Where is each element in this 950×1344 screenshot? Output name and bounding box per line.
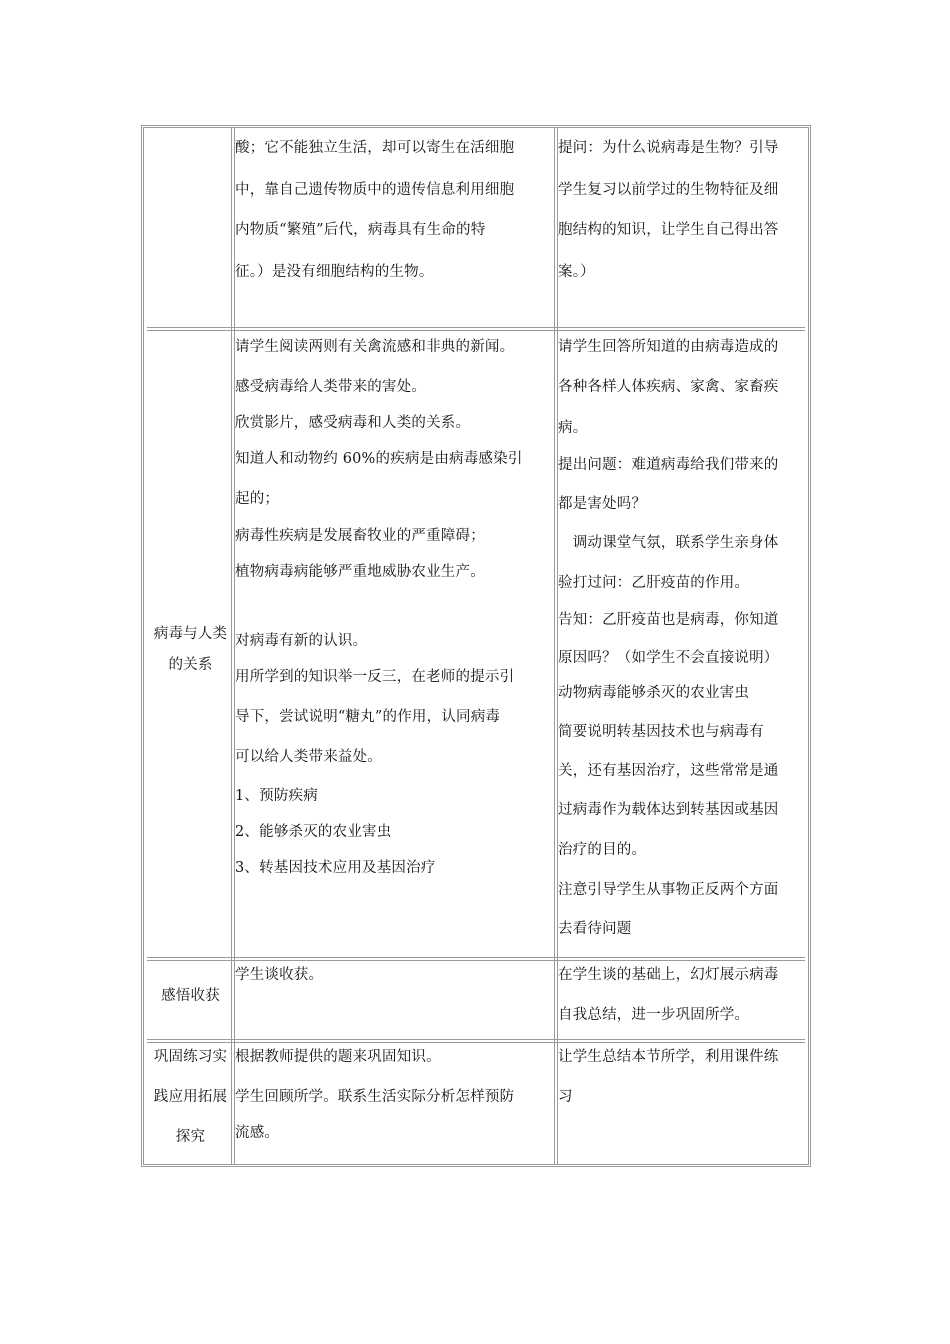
text-line: 提出问题：难道病毒给我们带来的	[558, 457, 779, 473]
text-line: 病。	[558, 420, 588, 436]
label-cell	[148, 331, 233, 957]
label-cell	[148, 961, 233, 1039]
text-line: 1、预防疾病	[235, 788, 318, 804]
text-line: 病毒性疾病是发展畜牧业的严重障碍；	[235, 528, 485, 544]
text-line: 提问：为什么说病毒是生物？引导	[558, 140, 779, 156]
text-line: 案。）	[558, 264, 595, 280]
text-line: 治疗的目的。	[558, 842, 647, 858]
table-row-practice	[144, 1043, 808, 1164]
student-activity-cell	[235, 1043, 556, 1164]
text-line: 起的；	[235, 491, 280, 507]
text-line: 自我总结，进一步巩固所学。	[558, 1007, 750, 1023]
text-line: 告知：乙肝疫苗也是病毒，你知道	[558, 612, 779, 628]
text-line: 用所学到的知识举一反三，在老师的提示引	[235, 669, 515, 685]
text-line: 征。）是没有细胞结构的生物。	[235, 264, 434, 280]
student-activity-cell	[235, 128, 556, 327]
text-line: 知道人和动物约 60%的疾病是由病毒感染引	[235, 451, 523, 467]
student-activity-cell	[235, 961, 556, 1039]
text-line: 关，还有基因治疗，这些常常是通	[558, 763, 779, 779]
text-line: 注意引导学生从事物正反两个方面	[558, 882, 779, 898]
text-line: 习	[558, 1089, 573, 1105]
teacher-activity-cell	[558, 1043, 807, 1164]
row-label: 病毒与人类	[153, 626, 228, 642]
text-line: 感受病毒给人类带来的害处。	[235, 379, 427, 395]
text-line: 去看待问题	[558, 921, 632, 937]
label-cell	[148, 128, 233, 327]
text-line: 请学生回答所知道的由病毒造成的	[558, 339, 779, 355]
text-line: 可以给人类带来益处。	[235, 749, 382, 765]
teacher-activity-cell	[558, 961, 807, 1039]
text-line: 酸；它不能独立生活，却可以寄生在活细胞	[235, 140, 515, 156]
text-line: 2、能够杀灭的农业害虫	[235, 824, 392, 840]
text-line: 胞结构的知识，让学生自己得出答	[558, 222, 779, 238]
text-line: 导下，尝试说明“糖丸”的作用，认同病毒	[235, 709, 501, 725]
lesson-plan-table	[141, 125, 811, 1167]
text-line: 3、转基因技术应用及基因治疗	[235, 860, 436, 876]
label-cell	[148, 1043, 233, 1164]
text-line: 原因吗？（如学生不会直接说明）	[558, 650, 779, 666]
text-line: 各种各样人体疾病、家禽、家畜疾	[558, 379, 779, 395]
text-line: 根据教师提供的题来巩固知识。	[235, 1049, 441, 1065]
table-row-continuation	[144, 128, 808, 327]
teacher-activity-cell	[558, 331, 807, 957]
text-line: 植物病毒病能够严重地威胁农业生产。	[235, 564, 485, 580]
row-label: 感悟收获	[161, 988, 220, 1004]
text-line: 都是害处吗？	[558, 496, 647, 512]
text-line: 过病毒作为载体达到转基因或基因	[558, 802, 779, 818]
text-line: 内物质“繁殖”后代，病毒具有生命的特	[235, 222, 486, 238]
text-line: 调动课堂气氛，联系学生亲身体	[558, 535, 779, 551]
student-activity-cell	[235, 331, 556, 957]
row-label: 探究	[175, 1129, 206, 1145]
text-line: 学生回顾所学。联系生活实际分析怎样预防	[235, 1089, 515, 1105]
table-row-reflection	[144, 961, 808, 1039]
text-line: 让学生总结本节所学，利用课件练	[558, 1049, 779, 1065]
text-line: 验打过问：乙肝疫苗的作用。	[558, 575, 750, 591]
text-line: 动物病毒能够杀灭的农业害虫	[558, 685, 750, 701]
text-line: 简要说明转基因技术也与病毒有	[558, 724, 764, 740]
text-line: 学生谈收获。	[235, 967, 324, 983]
row-label: 巩固练习实	[153, 1049, 228, 1065]
text-line: 对病毒有新的认识。	[235, 633, 368, 649]
text-line: 欣赏影片，感受病毒和人类的关系。	[235, 415, 471, 431]
text-line: 在学生谈的基础上，幻灯展示病毒	[558, 967, 779, 983]
row-label: 践应用拓展	[153, 1089, 228, 1105]
table-row-virus-and-humans	[144, 331, 808, 957]
teacher-activity-cell	[558, 128, 807, 327]
text-line: 学生复习以前学过的生物特征及细	[558, 182, 779, 198]
row-label: 的关系	[168, 657, 213, 673]
text-line: 请学生阅读两则有关禽流感和非典的新闻。	[235, 339, 515, 355]
text-line: 流感。	[235, 1125, 280, 1141]
text-line: 中，靠自己遗传物质中的遗传信息利用细胞	[235, 182, 515, 198]
